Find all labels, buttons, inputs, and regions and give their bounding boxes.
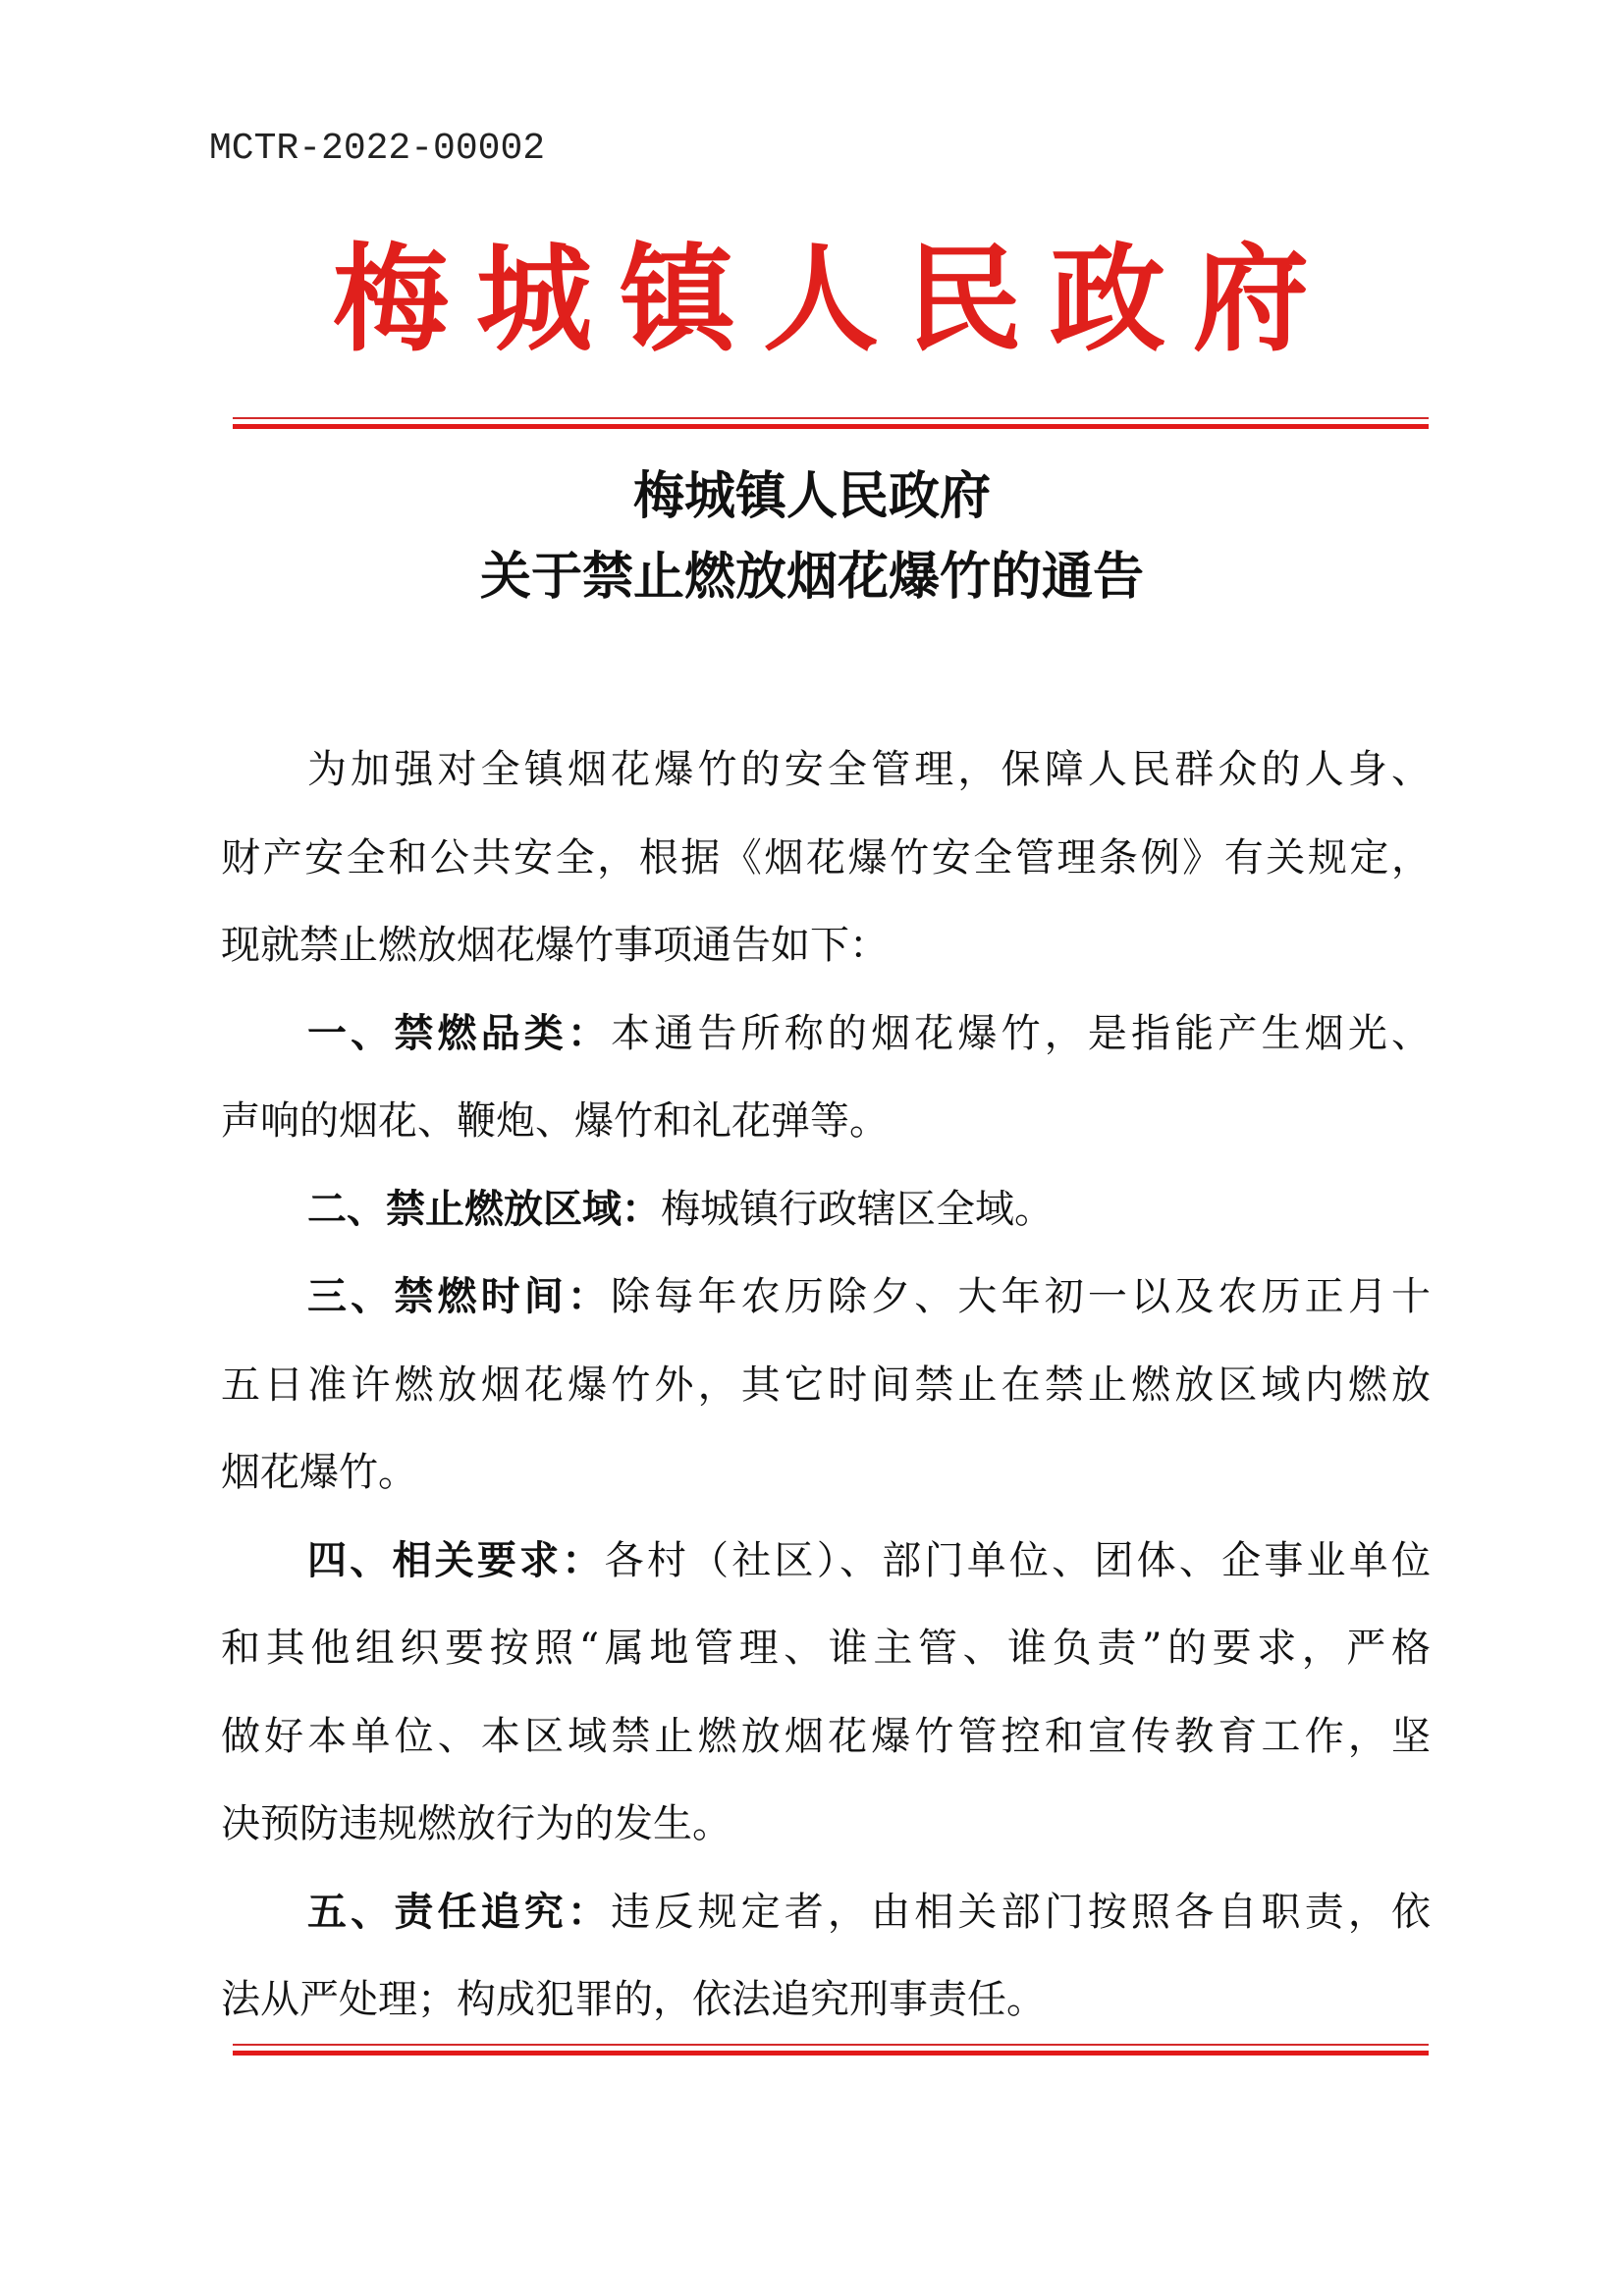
section-2 [221, 1166, 1431, 1255]
section-5 [221, 1869, 1431, 2045]
text-line: 法从严处理；构成犯罪的，依法追究刑事责任。 [221, 1977, 1046, 2022]
section-heading: 五、责任追究： [307, 1889, 612, 1935]
text-line: 烟花爆竹。 [221, 1450, 417, 1495]
document-title [0, 456, 1624, 617]
section-text: 本通告所称的烟花爆竹，是指能产生烟光、 [611, 1010, 1432, 1056]
section-1 [221, 990, 1431, 1166]
section-text: 各村（社区）、部门单位、团体、企事业单位 [604, 1537, 1432, 1583]
text-line: 为加强对全镇烟花爆竹的安全管理，保障人民群众的人身、 [307, 747, 1431, 792]
section-heading: 四、相关要求： [307, 1537, 605, 1583]
text-line [221, 1518, 1431, 1606]
section-text: 梅城镇行政辖区全域。 [661, 1186, 1054, 1232]
document-body [221, 726, 1431, 2045]
section-heading: 二、禁止燃放区域： [307, 1186, 661, 1232]
header-divider [233, 417, 1429, 429]
text-line [221, 1166, 1431, 1255]
text-line: 声响的烟花、鞭炮、爆竹和礼花弹等。 [221, 1098, 889, 1144]
text-line: 和其他组织要按照“属地管理、谁主管、谁负责”的要求，严格 [221, 1626, 1431, 1671]
text-line: 决预防违规燃放行为的发生。 [221, 1801, 731, 1846]
title-line-2: 关于禁止燃放烟花爆竹的通告 [479, 547, 1144, 607]
section-text: 除每年农历除夕、大年初一以及农历正月十 [611, 1274, 1432, 1319]
text-line: 五日准许燃放烟花爆竹外，其它时间禁止在禁止燃放区域内燃放 [221, 1362, 1431, 1408]
masthead-issuer: 梅城镇人民政府 [332, 231, 1336, 367]
text-line: 财产安全和公共安全，根据《烟花爆竹安全管理条例》有关规定， [221, 834, 1431, 881]
text-line [221, 1254, 1431, 1342]
document-number: MCTR-2022-00002 [209, 128, 546, 170]
text-line: 做好本单位、本区域禁止燃放烟花爆竹管控和宣传教育工作，坚 [221, 1713, 1431, 1759]
footer-divider [233, 2044, 1429, 2056]
text-line [221, 990, 1431, 1079]
text-line: 现就禁止燃放烟花爆竹事项通告如下： [221, 923, 889, 968]
section-heading: 三、禁燃时间： [307, 1274, 612, 1319]
section-text: 违反规定者，由相关部门按照各自职责，依 [611, 1889, 1432, 1935]
section-3 [221, 1254, 1431, 1518]
title-line-1: 梅城镇人民政府 [632, 466, 991, 526]
text-line [221, 1869, 1431, 1957]
section-heading: 一、禁燃品类： [307, 1010, 612, 1056]
intro-paragraph [221, 726, 1431, 990]
section-4 [221, 1518, 1431, 1869]
